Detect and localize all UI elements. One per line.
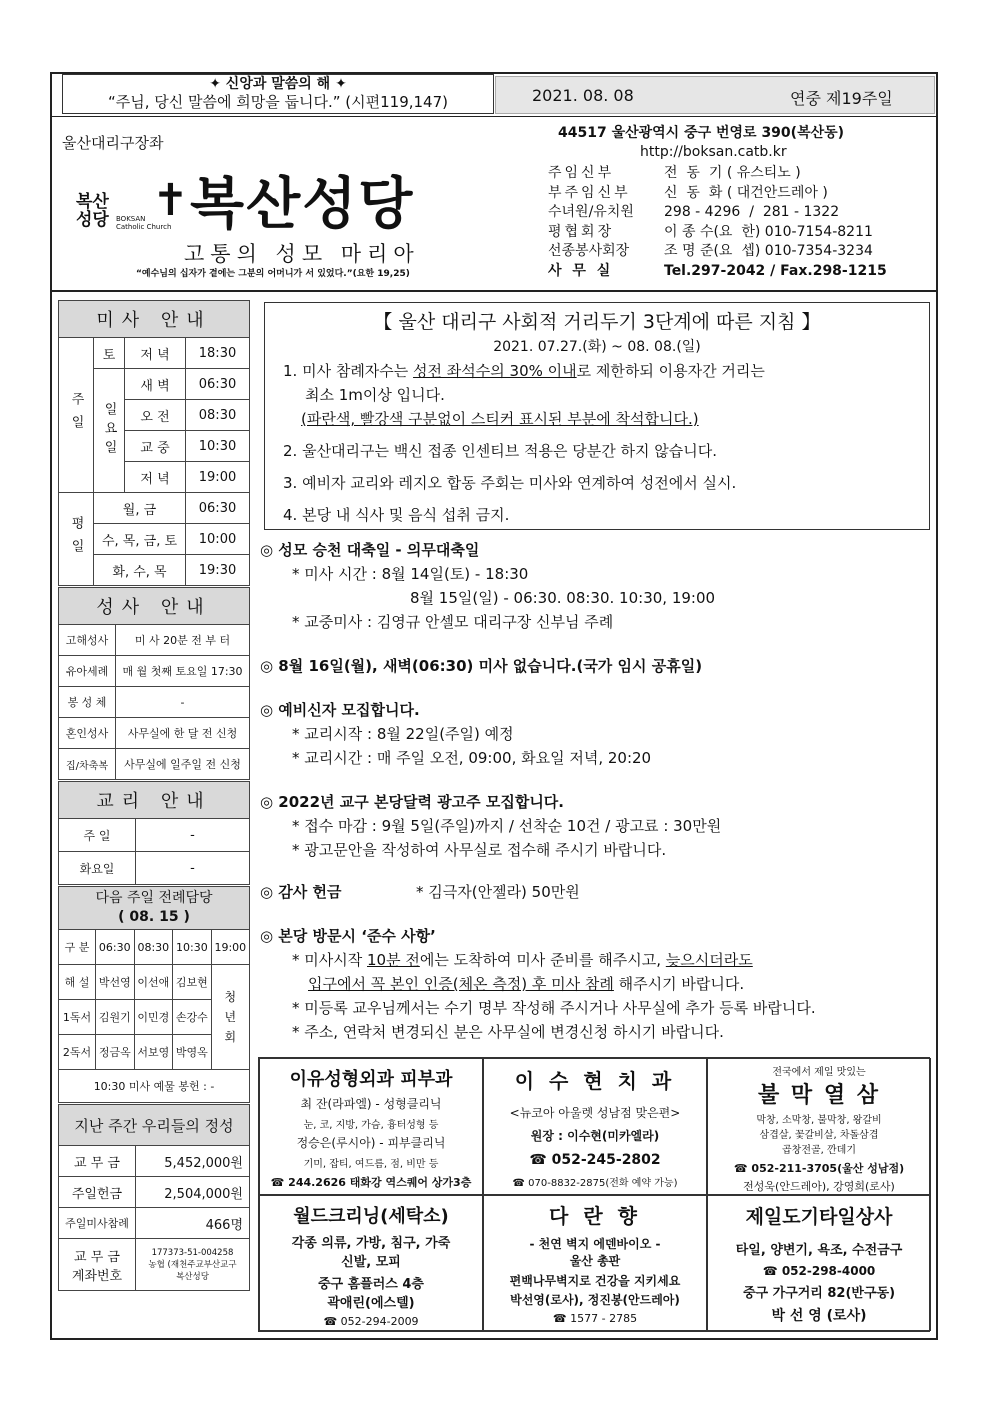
doctrine-key: 주 일 (59, 819, 136, 852)
duty-table (58, 886, 250, 1103)
duty-person: 김원기 (96, 1000, 135, 1035)
sacrament-key: 집/차축복 (59, 749, 116, 780)
church-url[interactable]: http://boksan.catb.kr (640, 144, 787, 160)
sat-day: 토 (94, 338, 125, 369)
duty-role: 2독서 (59, 1035, 96, 1070)
duty-head: 구 분 (59, 930, 96, 965)
offering-key: 교 무 금 (59, 1146, 136, 1177)
duty-role: 해 설 (59, 965, 96, 1000)
section-thanks-title: ◎ 감사 헌금 (260, 883, 342, 901)
duty-person: 이민경 (134, 1000, 173, 1035)
notice-item-4: 4. 본당 내 식사 및 음식 섭취 금지. (283, 506, 510, 524)
left-column (58, 300, 250, 1333)
notice-item-3: 3. 예비자 교리와 레지오 합동 주회는 미사와 연계하여 성전에서 실시. (283, 474, 737, 492)
assumption-line: * 미사 시간 : 8월 14일(토) - 18:30 (292, 565, 529, 583)
sun-time: 08:30 (186, 400, 250, 431)
sacrament-key: 고해성사 (59, 625, 116, 656)
liturgical-week: 연중 제19주일 (790, 89, 893, 108)
account-value: 177373-51-004258 농협 (재천주교부산교구 복산성당 (136, 1239, 250, 1291)
info-row: 선종봉사회장 조 명 준(요 셉) 010-7354-3234 (548, 243, 873, 260)
weekday-days: 화, 수, 목 (94, 555, 186, 586)
sun-name: 새 벽 (125, 369, 186, 400)
duty-person: 손강수 (173, 1000, 212, 1035)
weekday-time: 06:30 (186, 493, 250, 524)
weekday-label: 평일 (59, 493, 94, 586)
assumption-line: 8월 15일(일) - 06:30. 08:30. 10:30, 19:00 (410, 589, 716, 607)
sat-name: 저 녁 (125, 338, 186, 369)
ad-restaurant: 전국에서 제일 맛있는 불 막 열 삼 막창, 소막창, 불막창, 왕갈비 삼겹살, 꽃갈비살, 차돌삼겹 곱창전골, 깐데기 ☎ 052-211-3705(울산 성남점) 전성욱(안드레아), 강영희(로사) (707, 1058, 931, 1195)
mass-title: 미사 안내 (59, 301, 250, 338)
ad-dental: 이 수 현 치 과 <뉴코아 아울렛 성남점 맞은편> 원장 : 이수현(미카엘라) ☎ 052-245-2802 ☎ 070-8832-2875(전화 예약 가능) (483, 1058, 707, 1195)
header-divider (52, 116, 936, 117)
sun-name: 교 중 (125, 431, 186, 462)
sun-time: 06:30 (186, 369, 250, 400)
doctrine-table (58, 781, 250, 885)
sacrament-key: 유아세례 (59, 656, 116, 687)
sacrament-value: 사무실에 일주일 전 신청 (116, 749, 250, 780)
info-row: 수녀원/유치원 298 - 4296 / 281 - 1322 (548, 204, 840, 221)
sacrament-value: 사무실에 한 달 전 신청 (116, 718, 250, 749)
info-row: 주임신부 전 동 기 ( 유스티노 ) (548, 165, 801, 181)
notice-item-2: 2. 울산대리구는 백신 접종 인센티브 적용은 당분간 하지 않습니다. (283, 442, 717, 460)
duty-head: 06:30 (96, 930, 135, 965)
weekday-time: 10:00 (186, 524, 250, 555)
date-bar (495, 76, 935, 114)
info-row: 평협회장 이 종 수(요 한) 010-7154-8211 (548, 223, 873, 240)
day-label: 일요일 (94, 369, 125, 493)
sacrament-key: 혼인성사 (59, 718, 116, 749)
offering-title: 지난 주간 우리들의 정성 (59, 1105, 250, 1146)
sacrament-value: 매 월 첫째 토요일 17:30 (116, 656, 250, 687)
sat-time: 18:30 (186, 338, 250, 369)
weekday-days: 월, 금 (94, 493, 186, 524)
offering-table (58, 1104, 250, 1291)
duty-role: 1독서 (59, 1000, 96, 1035)
sun-name: 오 전 (125, 400, 186, 431)
doctrine-key: 화요일 (59, 852, 136, 885)
duty-person: 서보영 (134, 1035, 173, 1070)
bulletin-date: 2021. 08. 08 (532, 86, 634, 105)
rules-line: 입구에서 꼭 본인 인증(체온 측정) 후 미사 참례 해주시기 바랍니다. (308, 975, 745, 993)
doctrine-value: - (136, 852, 250, 885)
duty-head: 08:30 (134, 930, 173, 965)
duty-person: 박선영 (96, 965, 135, 1000)
rules-line: * 주소, 연락처 변경되신 분은 사무실에 변경신청 하시기 바랍니다. (292, 1023, 724, 1041)
weekday-time: 19:30 (186, 555, 250, 586)
assumption-line: * 교중미사 : 김영규 안셀모 대리구장 신부님 주례 (292, 613, 614, 631)
staff-info (548, 164, 887, 282)
sacrament-key: 봉 성 체 (59, 687, 116, 718)
notice-title: 【 울산 대리구 사회적 거리두기 3단계에 따른 지침 】 (373, 311, 821, 333)
doctrine-value: - (136, 819, 250, 852)
duty-date: ( 08. 15 ) (118, 909, 190, 925)
weekday-days: 수, 목, 금, 토 (94, 524, 186, 555)
logo-en-text: BOKSAN Catholic Church (116, 215, 172, 231)
logo-small-text: 복산 성당 (76, 192, 109, 230)
patron-name: 고통의 성모 마리아 (184, 242, 420, 266)
sunday-label: 주일 (59, 338, 94, 493)
duty-person: 정금옥 (96, 1035, 135, 1070)
rules-line: * 미사시작 10분 전에는 도착하여 미사 준비를 해주시고, 늦으시더라도 (292, 951, 753, 969)
duty-title: 다음 주일 전례담당 (95, 890, 213, 906)
sun-time: 10:30 (186, 431, 250, 462)
rules-line: * 미등록 교우님께서는 수기 명부 작성해 주시거나 사무실에 추가 등록 바랍니다. (292, 999, 816, 1017)
ad-cleaning: 월드크리닝(세탁소) 각종 의류, 가방, 침구, 가죽 신발, 모피 중구 홈플러스 4층 곽애린(에스텔) ☎ 052-294-2009 (259, 1195, 483, 1331)
info-row: 사 무 실 Tel.297-2042 / Fax.298-1215 (548, 262, 887, 279)
duty-title-cell (59, 887, 250, 930)
section-rules-title: ◎ 본당 방문시 ‘준수 사항’ (260, 927, 436, 945)
sacrament-title: 성사 안내 (59, 588, 250, 625)
offering-value: 5,452,000원 (136, 1146, 250, 1177)
motto-title: ✦ 신앙과 말씀의 해 ✦ (209, 76, 347, 92)
notice-item-1-note: (파란색, 빨강색 구분없이 스티커 표시된 부분에 착석합니다.) (301, 410, 699, 428)
sun-time: 19:00 (186, 462, 250, 493)
motto-text: “주님, 당신 말씀에 희망을 둡니다.” (시편119,147) (107, 93, 448, 111)
notice-box (264, 302, 930, 530)
ad-wallpaper: 다 란 향 - 천연 벽지 에덴바이오 - 울산 총판 편백나무벽지로 건강을 지키세요 박선영(로사), 정진봉(안드레아) ☎ 1577 - 2785 (483, 1195, 707, 1331)
notice-period: 2021. 07.27.(화) ~ 08. 08.(일) (493, 339, 701, 355)
section-assumption-title: ◎ 성모 승천 대축일 - 의무대축일 (260, 541, 480, 559)
sacrament-value: - (116, 687, 250, 718)
patron-quote: “예수님의 십자가 곁에는 그분의 어머니가 서 있었다.”(요한 19,25) (136, 269, 410, 279)
offering-key: 주일헌금 (59, 1177, 136, 1208)
sacrament-value: 미 사 20분 전 부 터 (116, 625, 250, 656)
duty-person: 이선애 (134, 965, 173, 1000)
catechumen-line: * 교리시작 : 8월 22일(주일) 예정 (292, 725, 514, 743)
duty-youth: 청 년 회 (211, 965, 249, 1070)
offering-key: 주일미사참례 (59, 1208, 136, 1239)
motto-box (62, 74, 494, 114)
duty-head: 19:00 (211, 930, 249, 965)
vicariate-label: 울산대리구장좌 (62, 134, 164, 152)
duty-person: 김보현 (173, 965, 212, 1000)
catechumen-line: * 교리시간 : 매 주일 오전, 09:00, 화요일 저녁, 20:20 (292, 749, 652, 767)
calendar-line: * 접수 마감 : 9월 5일(주일)까지 / 선착순 10건 / 광고료 : 30만원 (292, 817, 722, 835)
offering-value: 466명 (136, 1208, 250, 1239)
duty-head: 10:30 (173, 930, 212, 965)
sacrament-table (58, 587, 250, 780)
header-bottom-divider (52, 290, 936, 293)
duty-footer: 10:30 미사 예물 봉헌 : - (59, 1070, 250, 1103)
duty-person: 박영옥 (173, 1035, 212, 1070)
account-key: 교 무 금 계좌번호 (59, 1239, 136, 1291)
section-no-mass: ◎ 8월 16일(월), 새벽(06:30) 미사 없습니다.(국가 임시 공휴일) (260, 657, 703, 675)
section-calendar-title: ◎ 2022년 교구 본당달력 광고주 모집합니다. (260, 793, 564, 811)
offering-value: 2,504,000원 (136, 1177, 250, 1208)
mass-table (58, 300, 250, 586)
section-catechumen-title: ◎ 예비신자 모집합니다. (260, 701, 420, 719)
thanks-line: * 김극자(안젤라) 50만원 (416, 883, 580, 901)
info-row: 부주임신부 신 동 화 ( 대건안드레아 ) (548, 184, 828, 201)
notice-item-1-cont: 최소 1m이상 입니다. (305, 386, 445, 404)
notice-item-1: 1. 미사 참례자수는 성전 좌석수의 30% 이내로 제한하되 이용자간 거리는 (283, 362, 765, 380)
church-address: 44517 울산광역시 중구 번영로 390(복산동) (558, 125, 845, 141)
ad-clinic: 이유성형외과 피부과 최 잔(라파엘) - 성형클리닉 눈, 코, 지방, 가슴, 흉터성형 등 정승은(루시아) - 피부클리닉 기미, 잡티, 여드름, 점, 비만 등 ☎ 244.2626 태화강 역스퀘어 상가3층 (259, 1058, 483, 1195)
church-name: 복산성당 (190, 172, 415, 237)
doctrine-title: 교리 안내 (59, 782, 250, 819)
calendar-line: * 광고문안을 작성하여 사무실로 접수해 주시기 바랍니다. (292, 841, 667, 859)
sun-name: 저 녁 (125, 462, 186, 493)
cross-icon: ✝ (152, 175, 189, 226)
ads-box (258, 1057, 930, 1332)
ad-tile: 제일도기타일상사 타일, 양변기, 욕조, 수전금구 ☎ 052-298-4000 중구 가구거리 82(반구동) 박 선 영 (로사) (707, 1195, 931, 1331)
